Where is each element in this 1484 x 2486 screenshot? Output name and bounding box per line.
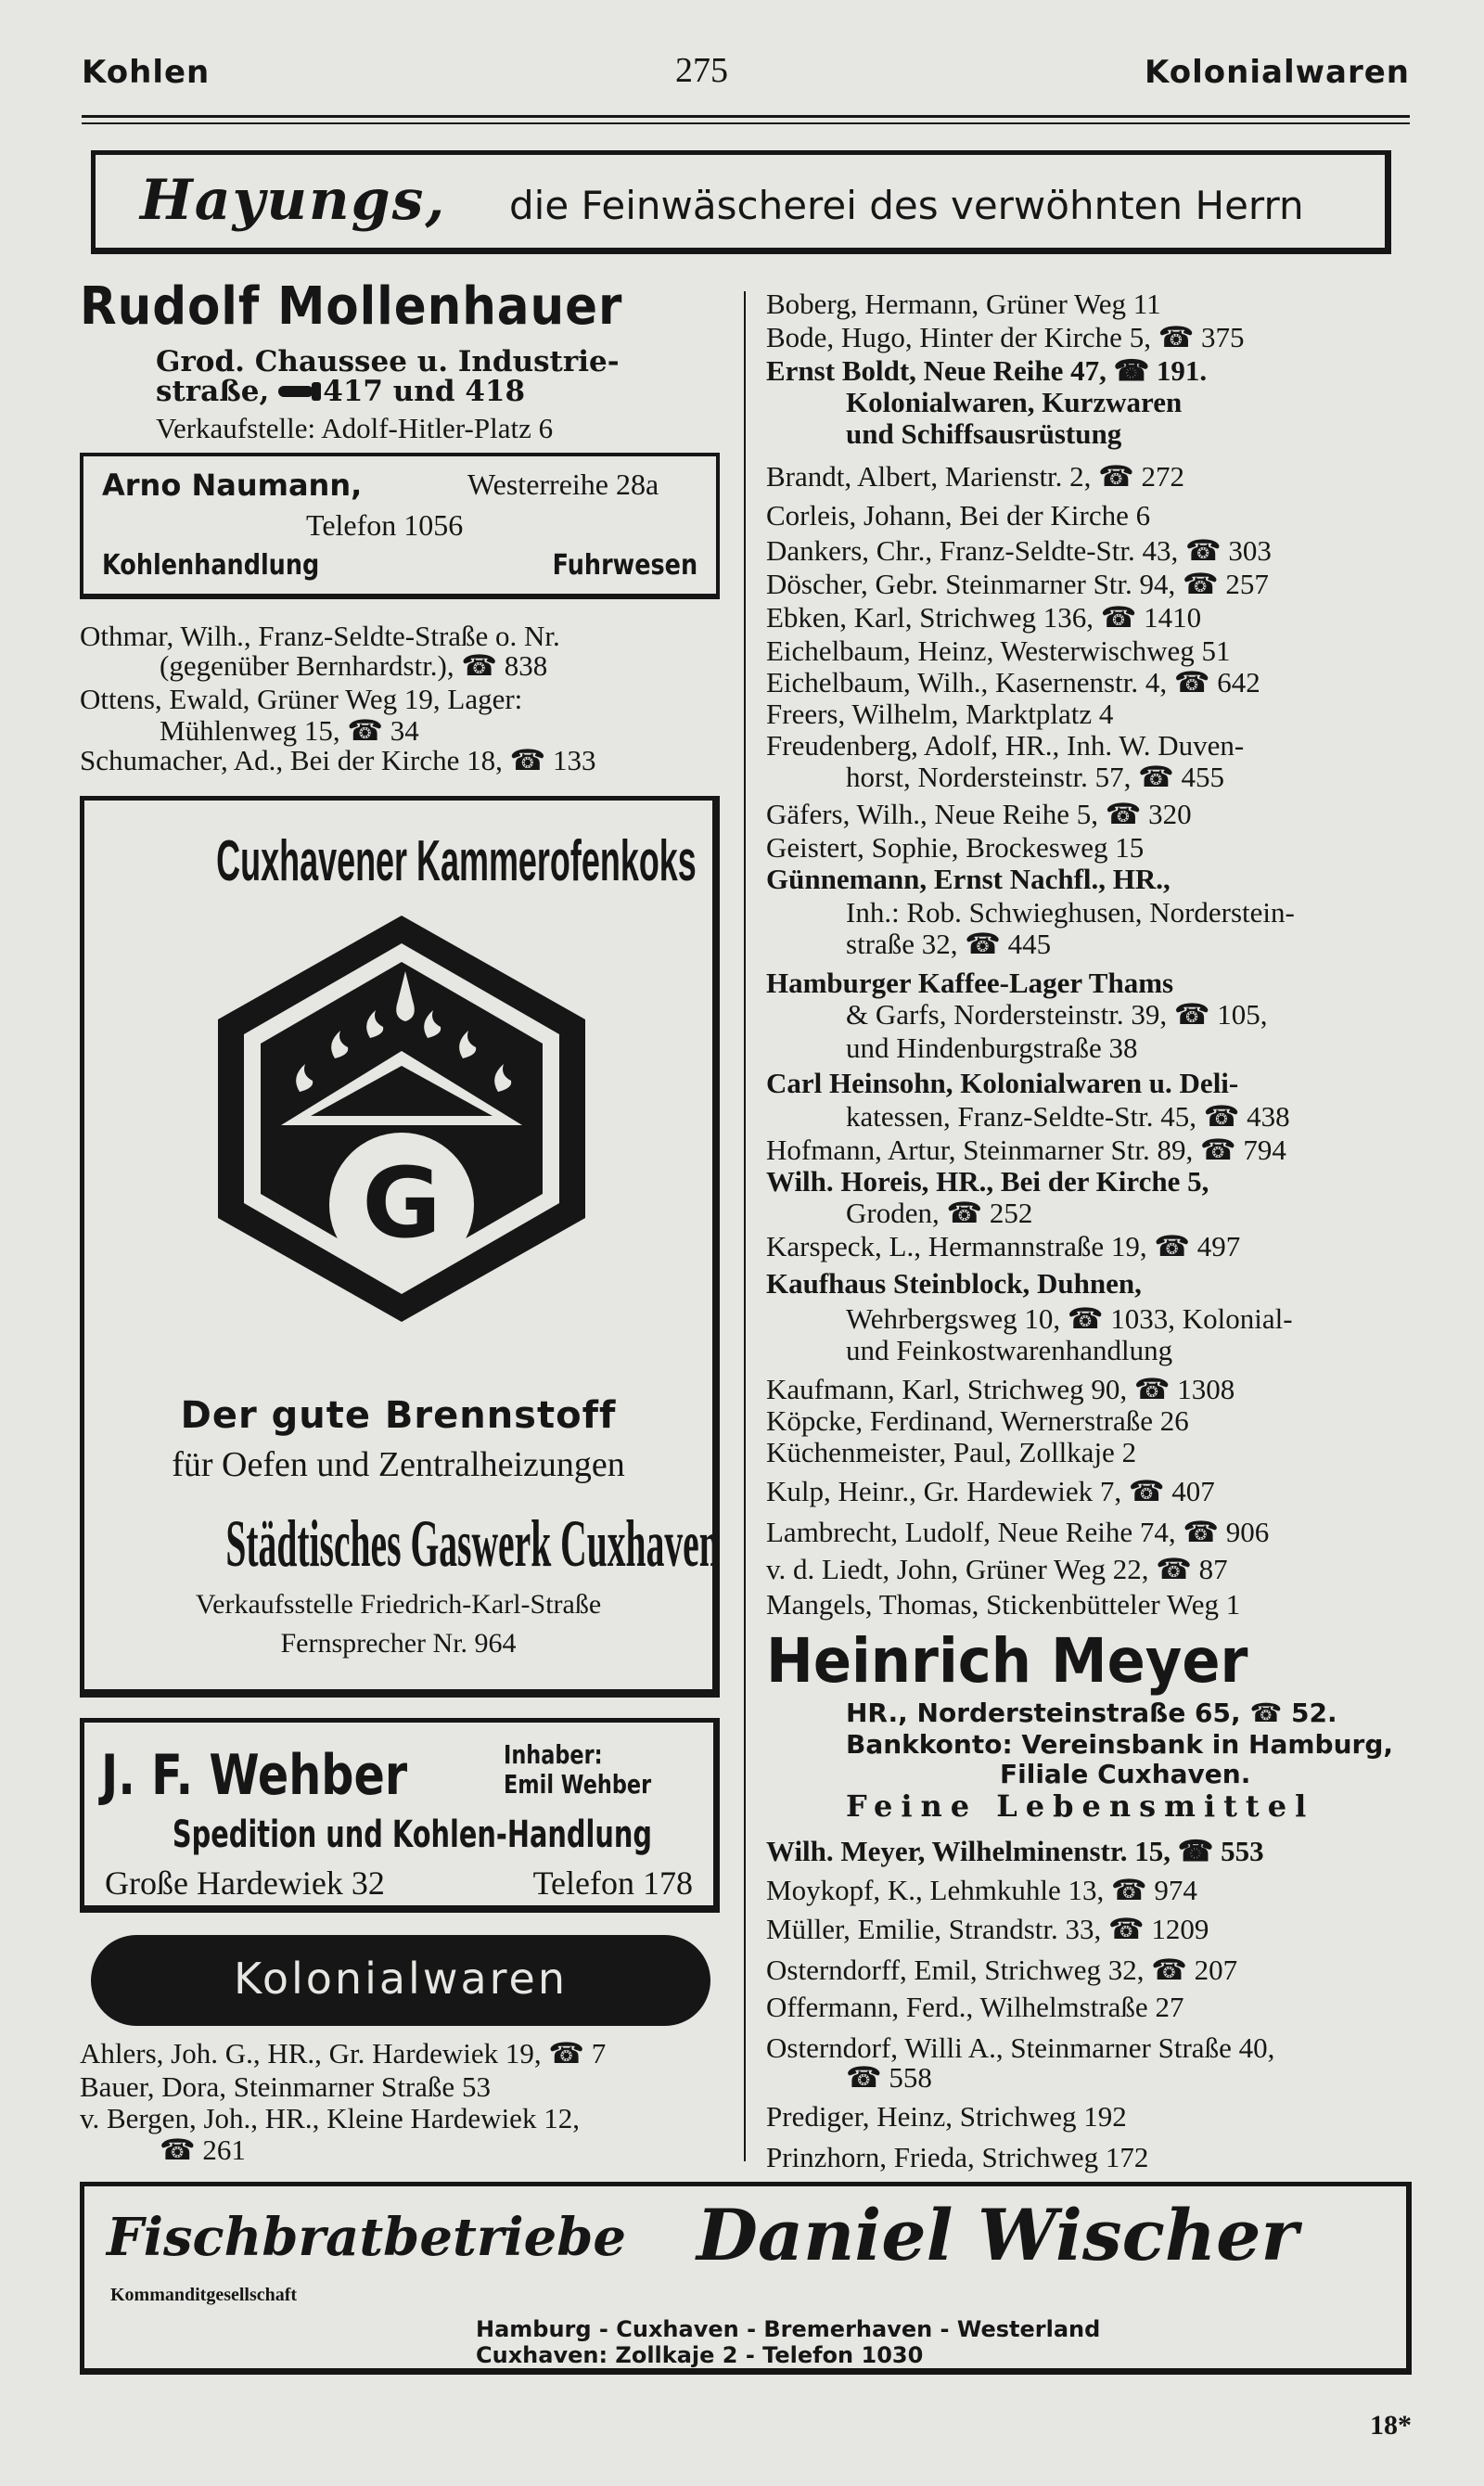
header-rule [82,115,1410,118]
list-item: Döscher, Gebr. Steinmarner Str. 94, ☎ 257 [766,568,1269,600]
telephone-icon [278,386,313,397]
list-item: Hamburger Kaffee-Lager Thams [766,967,1174,999]
signature-mark: 18* [1370,2410,1412,2441]
list-item: v. d. Liedt, John, Grüner Weg 22, ☎ 87 [766,1553,1228,1585]
list-item: Prinzhorn, Frieda, Strichweg 172 [766,2141,1149,2173]
list-item: Geistert, Sophie, Brockesweg 15 [766,831,1145,864]
wischer-address: Cuxhaven: Zollkaje 2 - Telefon 1030 [476,2342,924,2368]
list-item: Bode, Hugo, Hinter der Kirche 5, ☎ 375 [766,321,1245,353]
page-number: 275 [675,51,728,90]
naumann-right: Fuhrwesen [552,549,697,582]
list-item: Eichelbaum, Wilh., Kasernenstr. 4, ☎ 642 [766,666,1260,698]
list-item: Eichelbaum, Heinz, Westerwischweg 51 [766,634,1231,667]
list-item: Mangels, Thomas, Stickenbütteler Weg 1 [766,1588,1241,1621]
gaswerk-title: Cuxhavener Kammerofenkoks [216,829,697,893]
mollenhauer-name: Rudolf Mollenhauer [80,276,623,337]
hayungs-tagline: die Feinwäscherei des verwöhnten Herrn [509,183,1304,228]
wehber-owner-label: Inhaber: [504,1739,603,1770]
wehber-owner: Emil Wehber [504,1769,652,1800]
list-item: Kolonialwaren, Kurzwaren [846,386,1183,418]
meyer-name: Heinrich Meyer [766,1625,1248,1697]
mollenhauer-line1: Grod. Chaussee u. Industrie- [156,345,620,378]
list-item: Ahlers, Joh. G., HR., Gr. Hardewiek 19, ☎ 7 [80,2037,607,2070]
mollenhauer-line2 [156,375,525,408]
gaswerk-phone: Fernsprecher Nr. 964 [280,1628,517,1659]
wehber-phone: Telefon 178 [532,1864,693,1902]
list-item: v. Bergen, Joh., HR., Kleine Hardewiek 12, [80,2102,580,2134]
list-item: Brandt, Albert, Marienstr. 2, ☎ 272 [766,460,1185,493]
list-item: Offermann, Ferd., Wilhelmstraße 27 [766,1991,1184,2023]
list-item: Hofmann, Artur, Steinmarner Str. 89, ☎ 794 [766,1134,1286,1166]
list-item: Corleis, Johann, Bei der Kirche 6 [766,499,1151,532]
wehber-name: J. F. Wehber [101,1743,408,1808]
list-item: Othmar, Wilh., Franz-Seldte-Straße o. Nr. [80,620,560,652]
wehber-address: Große Hardewiek 32 [105,1864,385,1902]
section-title: Kolonialwaren [233,1954,568,2004]
list-item: Kaufhaus Steinblock, Duhnen, [766,1267,1142,1300]
list-item: Ebken, Karl, Strichweg 136, ☎ 1410 [766,601,1202,634]
list-item: Bauer, Dora, Steinmarner Straße 53 [80,2070,491,2103]
mollenhauer-street: straße, [156,375,270,408]
wischer-cities: Hamburg - Cuxhaven - Bremerhaven - Westerland [476,2316,1101,2342]
gaswerk-company: Städtisches Gaswerk Cuxhaven [225,1506,720,1581]
list-item: & Garfs, Nordersteinstr. 39, ☎ 105, [846,998,1268,1031]
list-item: Wilh. Meyer, Wilhelminenstr. 15, ☎ 553 [766,1835,1264,1867]
list-item: Schumacher, Ad., Bei der Kirche 18, ☎ 133 [80,744,596,776]
wischer-ad [80,2182,1412,2375]
list-item: ☎ 558 [846,2061,932,2094]
wehber-business: Spedition und Kohlen-Handlung [172,1813,653,1856]
list-item: Carl Heinsohn, Kolonialwaren u. Deli- [766,1067,1239,1099]
mollenhauer-shop: Verkaufstelle: Adolf-Hitler-Platz 6 [156,412,554,444]
column-divider [744,291,746,2161]
meyer-line1: HR., Nordersteinstraße 65, ☎ 52. [846,1698,1337,1728]
running-head-right: Kolonialwaren [1145,54,1410,91]
list-item: Müller, Emilie, Strandstr. 33, ☎ 1209 [766,1913,1209,1945]
list-item: Ernst Boldt, Neue Reihe 47, ☎ 191. [766,354,1208,387]
header-rule-thin [82,122,1410,124]
meyer-line3: Filiale Cuxhaven. [1000,1759,1251,1789]
list-item: Gäfers, Wilh., Neue Reihe 5, ☎ 320 [766,798,1192,830]
list-item: Freudenberg, Adolf, HR., Inh. W. Duven- [766,729,1245,762]
list-item: und Feinkostwarenhandlung [846,1334,1173,1366]
list-item: Moykopf, K., Lehmkuhle 13, ☎ 974 [766,1874,1197,1906]
gaswerk-sub: für Oefen und Zentralheizungen [172,1445,625,1484]
list-item: Inh.: Rob. Schwieghusen, Norderstein- [846,896,1295,929]
list-item: Günnemann, Ernst Nachfl., HR., [766,863,1171,895]
wischer-right-script: Daniel Wischer [697,2194,1298,2276]
meyer-line4: Feine Lebensmittel [846,1788,1315,1824]
list-item: straße 32, ☎ 445 [846,928,1052,960]
list-item: Kulp, Heinr., Gr. Hardewiek 7, ☎ 407 [766,1475,1215,1507]
list-item: Ottens, Ewald, Grüner Weg 19, Lager: [80,683,523,715]
wischer-left-script: Fischbratbetriebe [107,2207,627,2268]
list-item: ☎ 261 [160,2134,246,2166]
naumann-left: Kohlenhandlung [102,549,320,582]
list-item: Kaufmann, Karl, Strichweg 90, ☎ 1308 [766,1373,1235,1405]
list-item: katessen, Franz-Seldte-Str. 45, ☎ 438 [846,1100,1290,1133]
hayungs-ad [91,150,1391,254]
naumann-ad [80,453,720,599]
list-item: Prediger, Heinz, Strichweg 192 [766,2100,1127,2133]
naumann-address: Westerreihe 28a [467,468,659,501]
list-item: und Schiffsausrüstung [846,417,1122,450]
list-item: Osterndorf, Willi A., Steinmarner Straße 40, [766,2031,1275,2064]
section-banner [91,1935,710,2026]
list-item: Groden, ☎ 252 [846,1197,1033,1229]
gaswerk-logo [207,910,596,1327]
hayungs-name: Hayungs, [140,168,447,233]
list-item: und Hindenburgstraße 38 [846,1032,1138,1064]
gaswerk-slogan: Der gute Brennstoff [180,1394,617,1437]
list-item: Wilh. Horeis, HR., Bei der Kirche 5, [766,1165,1209,1198]
gaswerk-ad [80,796,720,1698]
list-item: (gegenüber Bernhardstr.), ☎ 838 [160,649,548,682]
list-item: Mühlenweg 15, ☎ 34 [160,714,419,747]
logo-g-letter: G [362,1147,441,1260]
meyer-line2: Bankkonto: Vereinsbank in Hamburg, [846,1729,1394,1760]
wischer-type: Kommanditgesellschaft [110,2285,298,2305]
naumann-name: Arno Naumann, [102,468,363,503]
list-item: Wehrbergsweg 10, ☎ 1033, Kolonial- [846,1302,1293,1335]
list-item: Boberg, Hermann, Grüner Weg 11 [766,288,1161,320]
list-item: Karspeck, L., Hermannstraße 19, ☎ 497 [766,1230,1241,1262]
list-item: horst, Nordersteinstr. 57, ☎ 455 [846,761,1224,793]
list-item: Freers, Wilhelm, Marktplatz 4 [766,698,1114,730]
list-item: Köpcke, Ferdinand, Wernerstraße 26 [766,1404,1189,1437]
list-item: Dankers, Chr., Franz-Seldte-Str. 43, ☎ 303 [766,534,1272,567]
gaswerk-shop: Verkaufsstelle Friedrich-Karl-Straße [195,1589,602,1620]
wehber-ad [80,1718,720,1913]
mollenhauer-phones: 417 und 418 [323,375,526,408]
list-item: Osterndorff, Emil, Strichweg 32, ☎ 207 [766,1954,1238,1986]
naumann-phone: Telefon 1056 [306,508,464,542]
list-item: Küchenmeister, Paul, Zollkaje 2 [766,1436,1137,1468]
running-head-left: Kohlen [82,54,211,91]
list-item: Lambrecht, Ludolf, Neue Reihe 74, ☎ 906 [766,1516,1270,1548]
